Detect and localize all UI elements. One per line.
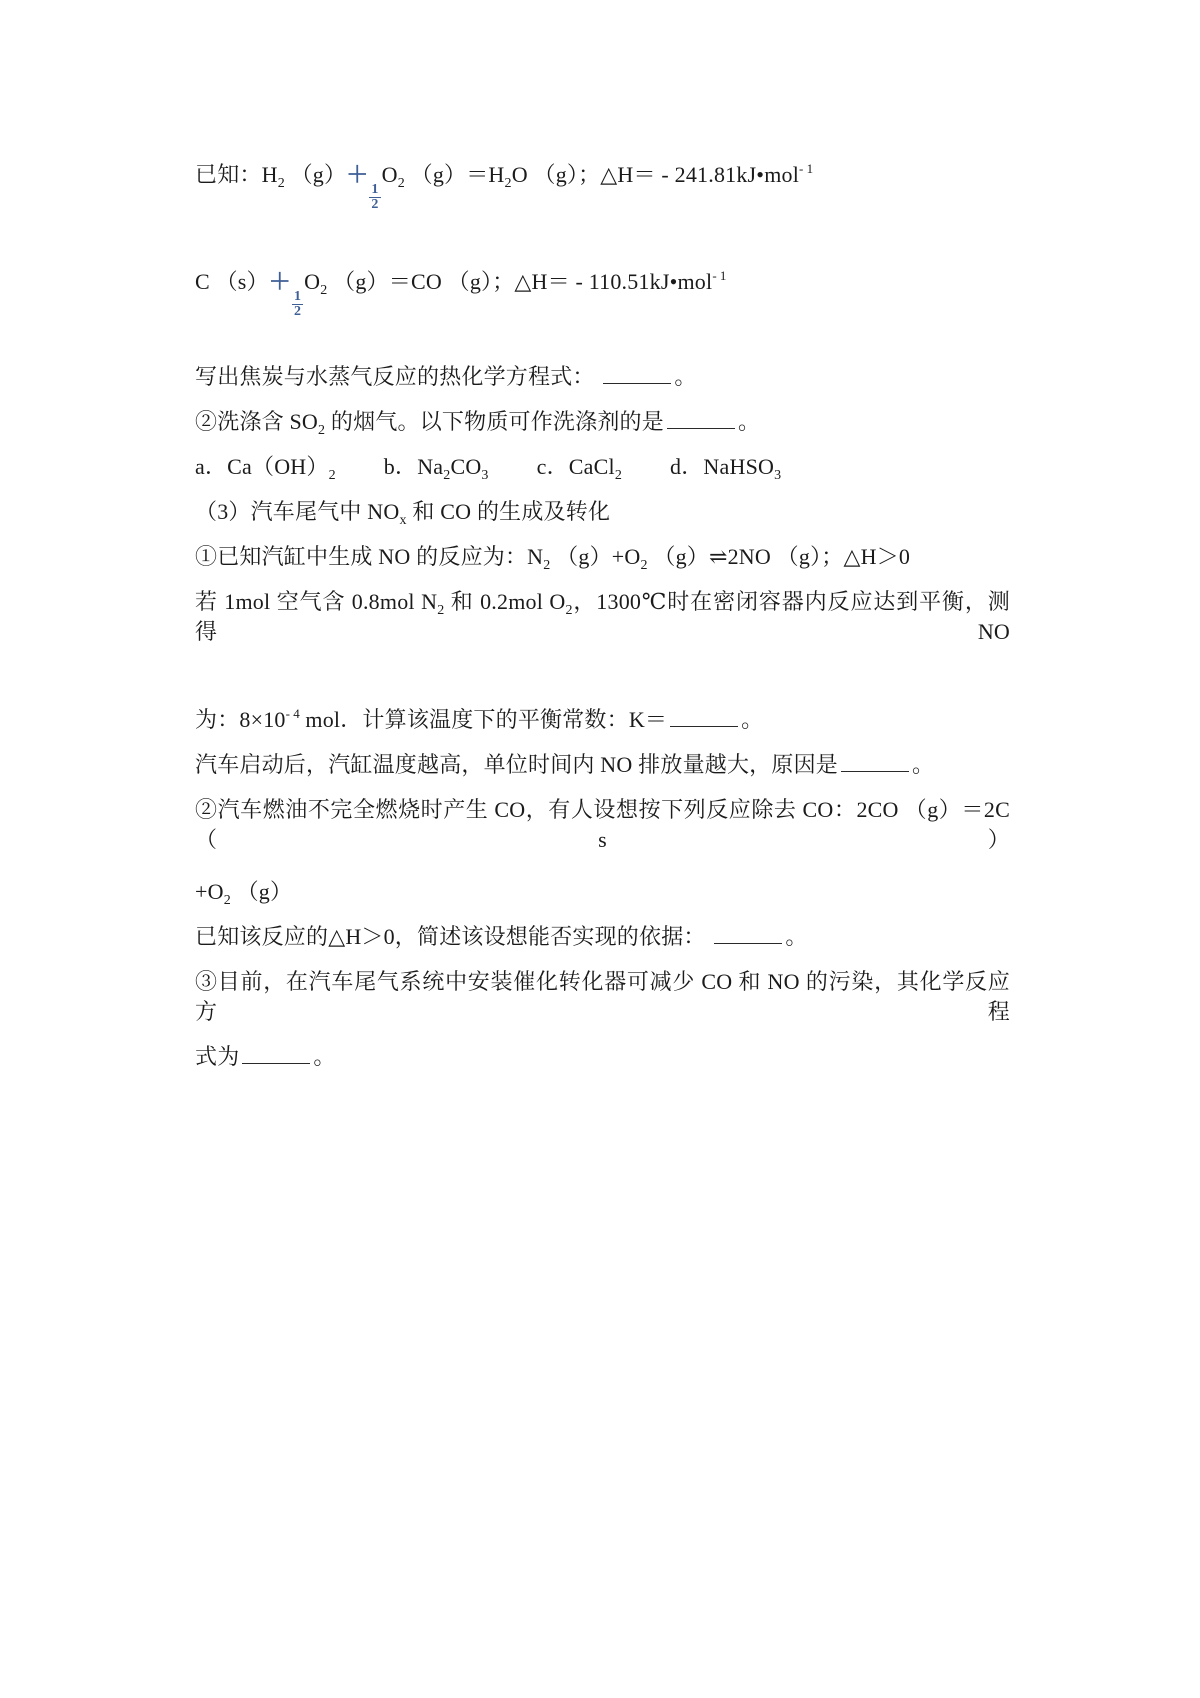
subscript: 2 [543, 558, 551, 573]
text-run: 和 0.2mol O [444, 589, 566, 614]
text-run: 式为 [195, 1044, 240, 1069]
subscript: 3 [481, 468, 489, 483]
text-run: 和 CO 的生成及转化 [406, 499, 611, 524]
text-run: 为：8×10 [195, 707, 286, 732]
fraction-numerator: 1 [371, 182, 379, 197]
answer-blank [714, 938, 782, 944]
text-run: d．NaHSO [670, 454, 775, 479]
text-run: O [304, 269, 321, 294]
fraction-numerator: 1 [293, 289, 302, 304]
text-run: （g） [230, 879, 293, 904]
text-run: （g）＝CO （g）；△H＝ - 110.51kJ•mol [327, 269, 713, 294]
subscript: 2 [397, 176, 405, 191]
line-air-composition [195, 587, 1010, 647]
answer-blank [603, 378, 671, 384]
text-run: 。 [741, 707, 764, 732]
superscript: - 1 [799, 161, 814, 176]
subscript: 2 [320, 283, 328, 298]
text-run: （g）+O [550, 544, 641, 569]
subscript: 2 [328, 468, 336, 483]
text-run: C （s） [195, 269, 269, 294]
text-run: ②汽车燃油不完全燃烧时产生 CO，有人设想按下列反应除去 CO：2CO （g）＝2C （s） [195, 797, 1010, 852]
subscript: 2 [277, 176, 285, 191]
text-run: （3）汽车尾气中 NO [195, 499, 400, 524]
text-run: 。 [674, 364, 697, 389]
text-run: ③目前，在汽车尾气系统中安装催化转化器可减少 CO 和 NO 的污染，其化学反应方程 [195, 969, 1010, 1024]
line-no-emission-reason [195, 750, 1010, 780]
fraction-one-half [292, 290, 303, 319]
line-q3-blank-end [195, 1042, 1010, 1072]
text-run: mol．计算该温度下的平衡常数：K＝ [299, 707, 668, 732]
answer-blank [667, 423, 735, 429]
text-run: a．Ca（OH） [195, 454, 329, 479]
line-k-calculation [195, 705, 1010, 735]
subscript: 2 [565, 603, 573, 618]
text-run: （g）⇌2NO （g）；△H＞0 [647, 544, 911, 569]
text-run: 。 [911, 752, 935, 777]
line-eq-co-formation [195, 267, 1010, 319]
fraction-denominator: 2 [293, 304, 302, 319]
fraction-denominator: 2 [371, 197, 379, 212]
subscript: x [399, 513, 407, 528]
superscript: - 4 [285, 706, 300, 721]
subscript: 2 [318, 423, 326, 438]
text-run: 写出焦炭与水蒸气反应的热化学方程式： [195, 364, 601, 389]
subscript: 2 [640, 558, 648, 573]
line-q2-so2-scrubbing [195, 407, 1010, 437]
text-run: 若 1mol 空气含 0.8mol N [195, 589, 438, 614]
text-run: O （g）；△H＝ - 241.81kJ•mol [511, 162, 800, 187]
subscript: 2 [443, 468, 451, 483]
text-run: 汽车启动后，汽缸温度越高，单位时间内 NO 排放量越大，原因是 [195, 752, 838, 777]
fraction-one-half [369, 183, 380, 212]
line-q1-no-reaction [195, 542, 1010, 572]
line-q2-feasibility [195, 922, 1010, 952]
text-run: 。 [737, 409, 761, 434]
answer-blank [242, 1058, 310, 1064]
subscript: 2 [437, 603, 445, 618]
line-q-thermochem-equation [195, 362, 1010, 392]
text-run: ，1300℃时在密闭容器内反应达到平衡，测得 NO [195, 589, 1011, 644]
text-run: +O [195, 879, 224, 904]
text-run: ②洗涤含 SO [195, 409, 319, 434]
subscript: 2 [504, 176, 512, 191]
text-run: 已知该反应的△H＞0，简述该设想能否实现的依据： [195, 924, 712, 949]
text-run: 的烟气。以下物质可作洗涤剂的是 [325, 409, 664, 434]
text-run: （g） [284, 162, 347, 187]
text-run: O [381, 162, 398, 187]
text-run: b．Na [383, 454, 444, 479]
text-run: 。 [313, 1044, 336, 1069]
text-run: c．CaCl [536, 454, 615, 479]
line-eq-continued-o2 [195, 877, 1010, 907]
answer-blank [670, 721, 738, 727]
line-options-abcd [195, 452, 1010, 482]
answer-blank [841, 766, 909, 772]
subscript: 2 [223, 893, 231, 908]
subscript: 2 [614, 468, 623, 483]
line-q2-co-removal [195, 795, 1010, 855]
line-section-3-heading [195, 497, 1010, 527]
line-q3-catalytic-converter [195, 967, 1010, 1027]
superscript: - 1 [712, 268, 727, 283]
plus-operator: ＋ [268, 269, 291, 294]
text-run: 。 [785, 924, 808, 949]
text-run: CO [450, 454, 482, 479]
text-run: 已知：H [195, 162, 278, 187]
text-run: （g）＝H [404, 162, 505, 187]
line-eq-h2o-formation [195, 160, 1010, 212]
plus-operator: ＋ [346, 162, 369, 187]
subscript: 3 [774, 468, 782, 483]
text-run: ①已知汽缸中生成 NO 的反应为：N [195, 544, 544, 569]
